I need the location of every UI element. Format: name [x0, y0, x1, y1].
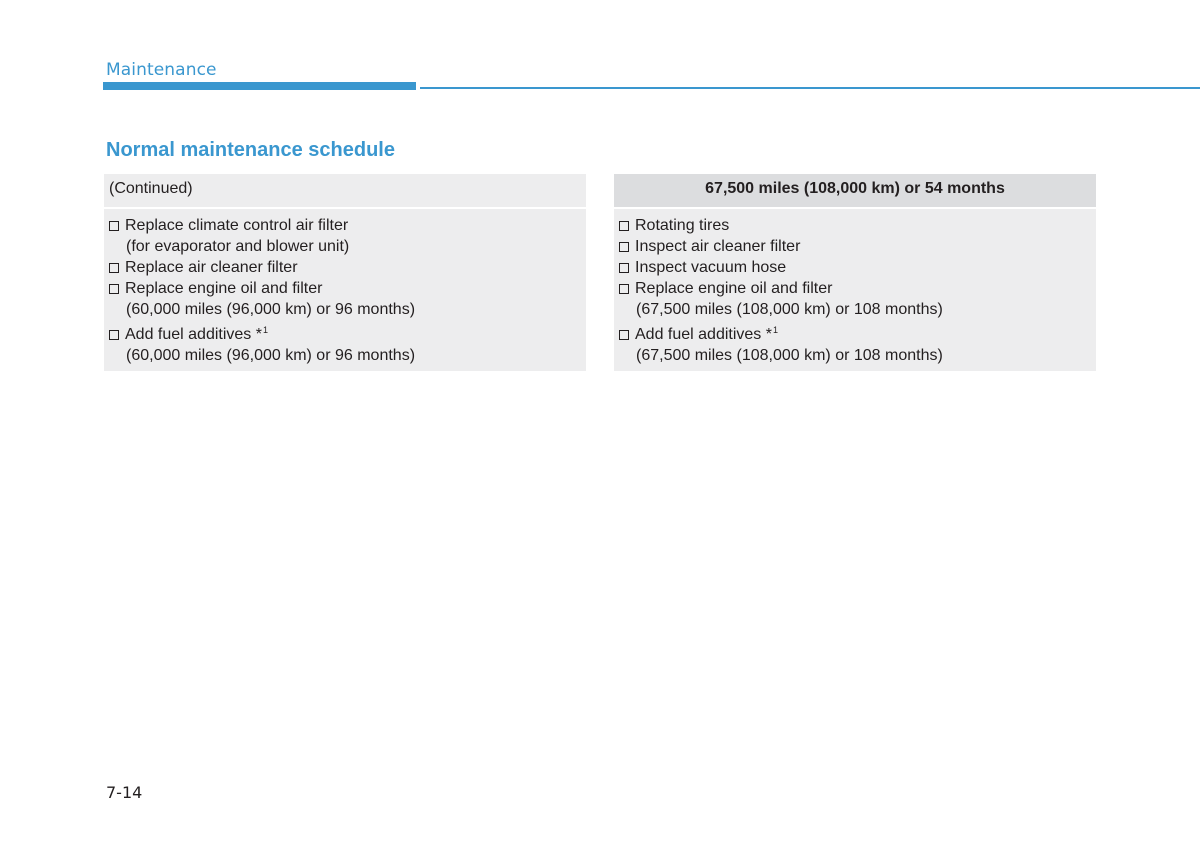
checklist-item-text: Replace climate control air filter — [125, 217, 349, 234]
checklist-item — [109, 320, 586, 366]
checklist-item-text: Rotating tires — [635, 217, 730, 234]
page-number: 7-14 — [106, 783, 143, 802]
checklist-item-text: Replace engine oil and filter — [635, 280, 833, 297]
checklist-item-detail: (67,500 miles (108,000 km) or 108 months) — [636, 301, 943, 318]
checklist-item-text: Replace engine oil and filter — [125, 280, 323, 297]
checkbox-icon — [619, 284, 629, 294]
interval-panel-67500 — [614, 174, 1096, 371]
checklist-item-detail: (60,000 miles (96,000 km) or 96 months) — [126, 301, 416, 318]
checklist-item-text: Add fuel additives * — [635, 326, 772, 343]
checklist-item-detail: (for evaporator and blower unit) — [126, 238, 350, 255]
checkbox-icon — [109, 330, 119, 340]
header-section-title: Maintenance — [106, 60, 217, 80]
checkbox-icon — [619, 242, 629, 252]
checklist-item-line — [619, 257, 1096, 278]
checklist-item — [109, 215, 586, 257]
checklist-item-text: Add fuel additives * — [125, 326, 262, 343]
checklist-item — [619, 278, 1096, 320]
interval-checklist — [614, 209, 1096, 371]
checklist-item — [619, 320, 1096, 366]
checkbox-icon — [619, 263, 629, 273]
header-rule-thin — [420, 87, 1200, 89]
checklist-item-text: Inspect air cleaner filter — [635, 238, 801, 255]
checklist-item — [109, 278, 586, 320]
checklist-item — [619, 257, 1096, 278]
checklist-item-detail: (60,000 miles (96,000 km) or 96 months) — [126, 347, 416, 364]
header-rule-thick — [103, 82, 416, 90]
section-title: Normal maintenance schedule — [106, 139, 395, 161]
checklist-item — [109, 257, 586, 278]
checkbox-icon — [619, 330, 629, 340]
footnote-marker: 1 — [262, 325, 268, 335]
checklist-item-text: Inspect vacuum hose — [635, 259, 787, 276]
checkbox-icon — [109, 284, 119, 294]
checklist-item — [619, 236, 1096, 257]
interval-heading: 67,500 miles (108,000 km) or 54 months — [614, 174, 1096, 207]
checklist-item-line — [109, 257, 586, 278]
continued-heading: (Continued) — [104, 174, 586, 207]
checklist-item-line — [619, 320, 1096, 345]
checklist-item-line — [619, 278, 1096, 299]
checkbox-icon — [619, 221, 629, 231]
checklist-item-line — [109, 278, 586, 299]
checkbox-icon — [109, 263, 119, 273]
checklist-item — [619, 215, 1096, 236]
checklist-item-line — [109, 320, 586, 345]
checklist-item-line — [109, 215, 586, 236]
continued-checklist — [104, 209, 586, 371]
checklist-item-text: Replace air cleaner filter — [125, 259, 298, 276]
checklist-item-line — [619, 215, 1096, 236]
continued-panel — [104, 174, 586, 371]
checklist-item-line — [619, 236, 1096, 257]
footnote-marker: 1 — [772, 325, 778, 335]
checkbox-icon — [109, 221, 119, 231]
checklist-item-detail: (67,500 miles (108,000 km) or 108 months) — [636, 347, 943, 364]
